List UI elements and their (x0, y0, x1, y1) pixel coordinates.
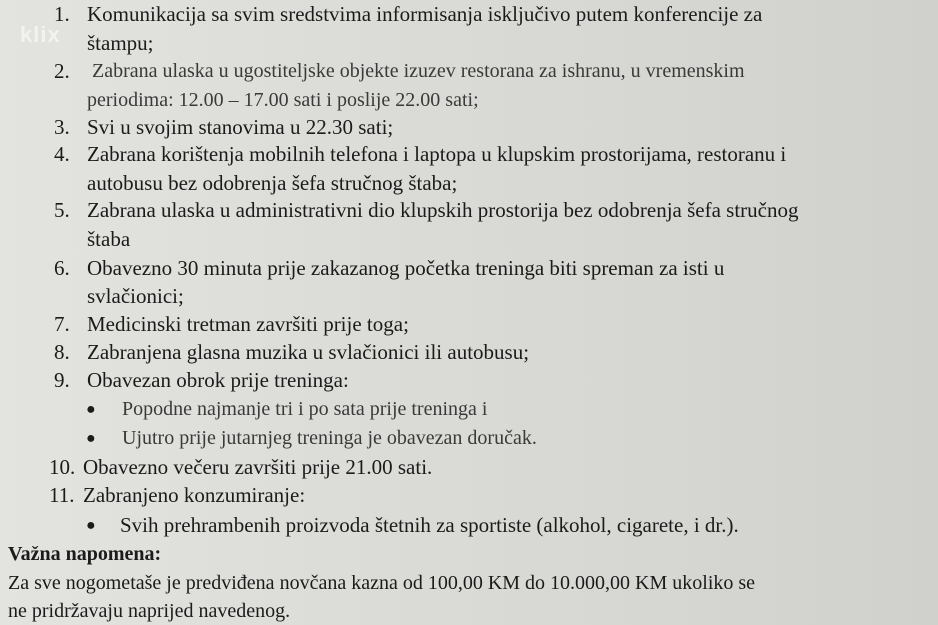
item-8-line-1: Zabranjena glasna muzika u svlačionici ili autobusu; (87, 340, 530, 364)
item-1-line-2: štampu; (87, 31, 154, 55)
note-heading: Važna napomena: (8, 543, 162, 565)
item-11-line-1: Zabranjeno konzumiranje: (83, 483, 306, 507)
item-1-number: 1. (54, 2, 70, 26)
item-2-line-1: Zabrana ulaska u ugostiteljske objekte izuzev restorana za ishranu, u vremenskim (92, 60, 745, 82)
item-9-number: 9. (54, 368, 70, 392)
item-6-number: 6. (54, 256, 70, 280)
bullet-icon: ● (86, 401, 96, 418)
note-line-2: ne pridržavaju naprijed navedenog. (8, 600, 291, 622)
note-line-1: Za sve nogometaše je predviđena novčana kazna od 100,00 KM do 10.000,00 KM ukoliko se (8, 572, 756, 594)
item-11-number: 11. (49, 483, 75, 507)
item-5-line-1: Zabrana ulaska u administrativni dio klupskih prostorija bez odobrenja šefa stručnog (87, 198, 799, 222)
item-6-line-2: svlačionici; (87, 284, 184, 308)
item-6-line-1: Obavezno 30 minuta prije zakazanog početka treninga biti spreman za isti u (87, 256, 725, 280)
item-5-number: 5. (54, 198, 70, 222)
item-7-number: 7. (54, 312, 70, 336)
bullet-icon: ● (86, 430, 96, 447)
item-4-line-2: autobusu bez odobrenja šefa stručnog štaba; (87, 171, 458, 195)
item-4-number: 4. (54, 142, 70, 166)
klix-watermark: klix (20, 22, 61, 47)
item-10-line-1: Obavezno večeru završiti prije 21.00 sati. (83, 455, 433, 479)
item-4-line-1: Zabrana korištenja mobilnih telefona i laptopa u klupskim prostorijama, restoranu i (87, 142, 787, 166)
item-2-line-2: periodima: 12.00 – 17.00 sati i poslije 22.00 sati; (87, 89, 479, 111)
item-1-line-1: Komunikacija sa svim sredstvima informisanja isključivo putem konferencije za (87, 2, 763, 26)
item-9-bullet-1: Popodne najmanje tri i po sata prije treninga i (122, 398, 488, 420)
bullet-icon: ● (86, 517, 96, 534)
item-8-number: 8. (54, 340, 70, 364)
item-5-line-2: štaba (87, 227, 131, 251)
item-3-number: 3. (54, 115, 70, 139)
item-11-bullet-1: Svih prehrambenih proizvoda štetnih za sportiste (alkohol, cigarete, i dr.). (120, 513, 739, 537)
item-9-bullet-2: Ujutro prije jutarnjeg treninga je obavezan doručak. (122, 427, 537, 449)
item-7-line-1: Medicinski tretman završiti prije toga; (87, 312, 409, 336)
item-9-line-1: Obavezan obrok prije treninga: (87, 368, 349, 392)
item-10-number: 10. (49, 455, 76, 479)
item-2-number: 2. (54, 59, 70, 83)
item-3-line-1: Svi u svojim stanovima u 22.30 sati; (87, 115, 394, 139)
